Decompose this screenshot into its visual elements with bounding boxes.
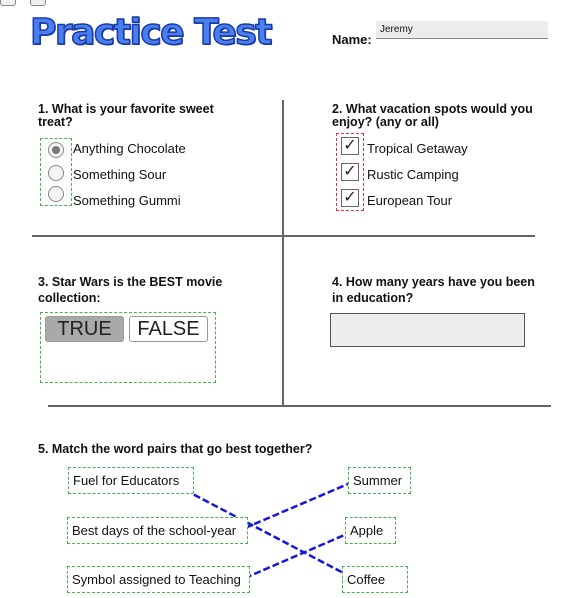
true-button[interactable]: TRUE [45, 316, 124, 342]
match-left-3[interactable]: Symbol assigned to Teaching [67, 566, 250, 593]
q2-option-3-label: European Tour [367, 193, 453, 208]
q2-checkbox-3[interactable]: ✓ [341, 189, 359, 207]
question-5-title: 5. Match the word pairs that go best together? [38, 442, 313, 456]
q2-checkbox-2[interactable]: ✓ [341, 163, 359, 181]
q1-option-1-label: Anything Chocolate [73, 141, 186, 156]
question-3-title: 3. Star Wars is the BEST movie collection: [38, 275, 223, 305]
match-right-3[interactable]: Coffee [342, 566, 408, 593]
q1-option-3-label: Something Gummi [73, 193, 181, 208]
match-left-2[interactable]: Best days of the school-year [67, 517, 248, 544]
q2-option-1-label: Tropical Getaway [367, 141, 468, 156]
q1-option-2-label: Something Sour [73, 167, 167, 182]
match-right-1[interactable]: Summer [348, 467, 411, 494]
q2-checkbox-1[interactable]: ✓ [341, 137, 359, 155]
question-4-title: 4. How many years have you been in education? [332, 275, 535, 305]
page-title: Practice Test [30, 12, 271, 53]
match-line [245, 481, 355, 528]
false-button[interactable]: FALSE [129, 316, 208, 342]
question-1-title: 1. What is your favorite sweet treat? [38, 102, 214, 129]
name-label: Name: [332, 32, 372, 47]
match-left-1[interactable]: Fuel for Educators [68, 467, 194, 494]
match-right-2[interactable]: Apple [345, 517, 396, 544]
q2-option-2-label: Rustic Camping [367, 167, 459, 182]
question-2-title: 2. What vacation spots would you enjoy? (any or all) [332, 102, 533, 129]
